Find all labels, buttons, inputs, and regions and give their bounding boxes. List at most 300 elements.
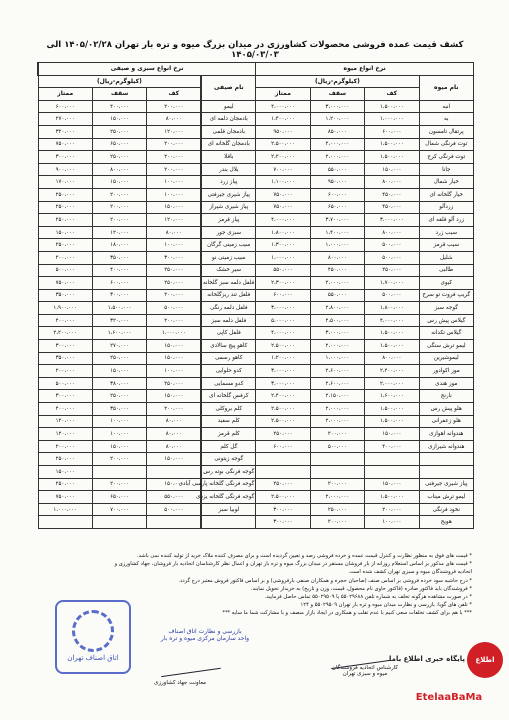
product-name-cell: کرفس گلخانه ای [201,390,255,403]
price-cell: ۴۵۰،۰۰۰ [310,264,364,277]
price-cell [92,466,146,479]
price-cell: ۲۰۰،۰۰۰ [310,428,364,441]
signature-title: کارشناس اتحادیه فروشندگان [331,665,399,671]
table-row [38,478,474,491]
price-cell: ۱،۶۰۰،۰۰۰ [92,327,146,340]
product-name-cell: شلیل [419,251,473,264]
price-cell: ۶۰۰،۰۰۰ [92,277,146,290]
price-cell: ۴۰۰،۰۰۰ [365,440,419,453]
price-cell: ۲۷۰،۰۰۰ [92,340,146,353]
product-name-cell: خیار گلخانه ای [419,188,473,201]
price-cell: ۵۰۰،۰۰۰ [38,264,92,277]
product-name-cell: پیاز شیری شیراز [201,201,255,214]
table-row [38,251,474,264]
product-name-cell: کیوی [419,277,473,290]
product-name-cell: موز اکوادور [419,365,473,378]
table-row [38,516,474,529]
price-cell: ۱،۴۰۰،۰۰۰ [256,113,310,126]
price-cell: ۳،۰۰۰،۰۰۰ [256,365,310,378]
product-name-cell: بادمجان گلخانه ای [201,138,255,151]
product-name-cell: موز هندی [419,377,473,390]
price-cell: ۳۸۰،۰۰۰ [92,377,146,390]
veg-premium-header: ممتاز [38,88,92,101]
fruit-name-header: نام میوه [419,75,473,100]
table-row [38,352,474,365]
price-cell: ۴۰۰،۰۰۰ [92,264,146,277]
table-row [38,138,474,151]
price-cell: ۳۲۰،۰۰۰ [38,125,92,138]
table-row [38,403,474,416]
price-cell: ۲،۵۰۰،۰۰۰ [256,491,310,504]
price-cell: ۵۰۰،۰۰۰ [365,251,419,264]
price-cell: ۲۵۰،۰۰۰ [38,239,92,252]
table-row [38,277,474,290]
product-name-cell: لیمو [201,100,255,113]
price-cell: ۴۵۰،۰۰۰ [365,188,419,201]
price-cell: ۲۵۰،۰۰۰ [310,503,364,516]
price-cell: ۲۵۰،۰۰۰ [38,478,92,491]
table-row [38,491,474,504]
table-row [38,201,474,214]
handwritten-signature [159,654,221,677]
product-name-cell: لیمو ترش میناب [419,491,473,504]
price-cell: ۱۵۰،۰۰۰ [147,390,201,403]
table-row [38,340,474,353]
price-cell: ۱۸۰،۰۰۰ [92,239,146,252]
price-cell: ۱۵۰،۰۰۰ [147,201,201,214]
price-cell: ۹۵۰،۰۰۰ [310,176,364,189]
price-cell: ۲۰۰،۰۰۰ [92,453,146,466]
product-name-cell: جانا [419,163,473,176]
price-cell: ۹۵۰،۰۰۰ [256,125,310,138]
price-cell: ۲،۱۵۰،۰۰۰ [310,390,364,403]
price-cell: ۸۰،۰۰۰ [147,226,201,239]
price-cell: ۲۰۰،۰۰۰ [147,100,201,113]
product-name-cell: پیاز شیری جیرفتی [201,188,255,201]
price-cell: ۲،۵۰۰،۰۰۰ [256,138,310,151]
price-cell: ۲،۶۰۰،۰۰۰ [310,365,364,378]
price-cell: ۲۵۰،۰۰۰ [147,264,201,277]
veg-max-header: سقف [92,88,146,101]
product-name-cell: کلم بروکلی [201,403,255,416]
price-cell: ۱،۴۰۰،۰۰۰ [310,226,364,239]
table-row [38,188,474,201]
price-cell: ۲۰۰،۰۰۰ [310,478,364,491]
price-cell: ۲۰۰،۰۰۰ [92,478,146,491]
price-cell: ۳۰۰،۰۰۰ [38,390,92,403]
price-cell: ۲۰۰،۰۰۰ [38,440,92,453]
price-cell: ۲،۰۰۰،۰۰۰ [310,415,364,428]
price-cell: ۱۵۰،۰۰۰ [147,340,201,353]
fruit-group-header: نرخ انواع میوه [256,63,474,76]
page-title: کشف قیمت عمده فروشی محصولات کشاورزی در میدان بزرگ میوه و تره بار تهران ۱۴۰۵/۰۲/۲۸ الی ۱۴۰۵/۰۳/۰۳ [46,40,464,60]
price-cell: ۲۰۰،۰۰۰ [147,314,201,327]
product-name-cell: کدو حلوایی [201,365,255,378]
product-name-cell: گوجه سبز [419,302,473,315]
product-name-cell: گیلاس پیش رس [419,314,473,327]
price-cell: ۴۰۰،۰۰۰ [38,403,92,416]
price-cell: ۴،۰۰۰،۰۰۰ [256,327,310,340]
price-cell: ۳،۰۰۰،۰۰۰ [256,302,310,315]
price-cell: ۲،۴۰۰،۰۰۰ [256,390,310,403]
price-cell: ۷۰۰،۰۰۰ [92,503,146,516]
price-cell: ۴،۰۰۰،۰۰۰ [256,100,310,113]
note-line: * در صورت مشاهده هرگونه تخلف به شماره تلفن ۵۵۰۲۹۶۸۸ یا ۵۵۰۲۹۵۰۹ تماس حاصل فرمایید. [264,594,472,601]
price-cell: ۲،۰۰۰،۰۰۰ [310,403,364,416]
price-cell: ۱،۰۰۰،۰۰۰ [365,113,419,126]
price-cell: ۵۰۰،۰۰۰ [365,289,419,302]
price-cell: ۱۰۰،۰۰۰ [147,239,201,252]
table-row [38,289,474,302]
product-name-cell: لوبیا سبز [201,503,255,516]
table-row [38,365,474,378]
product-name-cell: توت فرنگی کرج [419,151,473,164]
price-table [37,62,474,529]
table-row [38,264,474,277]
price-cell: ۲،۰۰۰،۰۰۰ [310,138,364,151]
price-cell: ۲،۰۰۰،۰۰۰ [310,277,364,290]
price-cell: ۲۰۰،۰۰۰ [38,365,92,378]
price-cell: ۵۰۰،۰۰۰ [147,503,201,516]
price-cell: ۱،۵۰۰،۰۰۰ [365,491,419,504]
price-cell [365,466,419,479]
price-cell: ۶۵۰،۰۰۰ [92,491,146,504]
price-cell [256,466,310,479]
price-cell: ۱۰۰،۰۰۰ [147,365,201,378]
price-cell: ۷۵۰،۰۰۰ [38,491,92,504]
price-cell: ۱۵۰،۰۰۰ [92,176,146,189]
product-name-cell: به [419,113,473,126]
price-cell: ۲۵۰،۰۰۰ [92,125,146,138]
price-cell: ۱،۵۰۰،۰۰۰ [365,327,419,340]
table-row [38,176,474,189]
price-cell: ۲۵۰،۰۰۰ [38,453,92,466]
product-name-cell: نارنج [419,390,473,403]
price-cell: ۶۵۰،۰۰۰ [310,201,364,214]
gear-icon [72,610,114,652]
price-cell: ۲۵۰،۰۰۰ [147,277,201,290]
price-cell: ۱،۹۰۰،۰۰۰ [38,302,92,315]
product-name-cell: کدو مسمایی [201,377,255,390]
price-cell: ۵۰۰،۰۰۰ [310,440,364,453]
product-name-cell: پیاز زرد [201,176,255,189]
price-cell: ۳۵۰،۰۰۰ [38,289,92,302]
price-cell: ۲،۲۰۰،۰۰۰ [256,151,310,164]
price-cell: ۱،۰۰۰،۰۰۰ [147,327,201,340]
price-cell: ۲،۸۰۰،۰۰۰ [310,302,364,315]
note-line: * قیمت های فوق به منظور نظارت و کنترل قیمت عمده و خرده فروشی رصد و تعیین گردیده است و برای مصرف کننده ملاک خرید از تولید کننده نمی باشد. [136,553,472,559]
price-cell: ۲۵۰،۰۰۰ [92,390,146,403]
note-line: * قیمت های مذکور بر اساس استعلام روزانه از بار فروشان مستقر در میدان بزرگ میوه و تره بار تهران و اعمال نظر کارشناسان اتحادیه بار فروشان، جهاد کشاورزی و [114,561,472,568]
price-cell: ۸۵۰،۰۰۰ [310,125,364,138]
table-row [38,453,474,466]
stamp-text: اتاق اصناف تهران [67,654,119,662]
price-cell: ۹۰۰،۰۰۰ [38,163,92,176]
product-name-cell: گوجه فرنگی گلخانه یزدی [201,491,255,504]
price-cell: ۱،۸۰۰،۰۰۰ [256,226,310,239]
price-cell: ۱۲۰،۰۰۰ [92,226,146,239]
price-cell [147,466,201,479]
price-cell: ۵۰۰،۰۰۰ [147,302,201,315]
table-row [38,302,474,315]
price-cell: ۳،۰۰۰،۰۰۰ [256,377,310,390]
price-cell: ۴۰۰،۰۰۰ [92,100,146,113]
price-cell: ۳،۰۰۰،۰۰۰ [310,100,364,113]
product-name-cell: پیاز شیری جیرفتی [419,478,473,491]
product-name-cell: زردآلو [419,201,473,214]
product-name-cell: سیب زمینی گرگان [201,239,255,252]
price-cell: ۲۰۰،۰۰۰ [310,516,364,529]
price-cell: ۲۰۰،۰۰۰ [92,214,146,227]
product-name-cell: گوجه زیتونی [201,453,255,466]
price-cell: ۳۵۰،۰۰۰ [38,352,92,365]
product-name-cell: سیب زرد [419,226,473,239]
price-cell: ۶۰۰،۰۰۰ [310,188,364,201]
price-cell: ۱،۵۰۰،۰۰۰ [365,403,419,416]
product-name-cell: گریپ فروت تو سرخ [419,289,473,302]
product-name-cell: هلو زعفرانی [419,415,473,428]
price-cell: ۱۷۰،۰۰۰ [38,176,92,189]
table-row [38,163,474,176]
price-cell: ۲،۳۰۰،۰۰۰ [256,277,310,290]
veg-unit-header: (کیلوگرم-ریال) [38,75,201,88]
note-line: *** با هم برای کشف تخلفات سعی کنیم با عدم تقلب و همکاری در ایجاد بازار منصف و با مشارکت شما ما سایه *** [222,610,472,617]
price-cell: ۲۵۰،۰۰۰ [92,151,146,164]
price-cell: ۸۰،۰۰۰ [147,415,201,428]
product-name-cell: سیر خشک [201,264,255,277]
price-cell: ۴،۰۰۰،۰۰۰ [256,214,310,227]
price-cell: ۴۰۰،۰۰۰ [38,314,92,327]
price-cell: ۱،۰۰۰،۰۰۰ [38,503,92,516]
price-cell: ۱،۵۰۰،۰۰۰ [365,100,419,113]
price-cell [92,516,146,529]
price-cell: ۲۰۰،۰۰۰ [147,151,201,164]
price-cell: ۱۵۰،۰۰۰ [147,453,201,466]
price-cell: ۳۵۰،۰۰۰ [92,251,146,264]
price-cell: ۳۰۰،۰۰۰ [256,516,310,529]
product-name-cell: سبزی جور [201,226,255,239]
price-cell: ۷۵۰،۰۰۰ [38,138,92,151]
price-cell: ۳،۰۰۰،۰۰۰ [310,327,364,340]
product-name-cell: گیلاس تکدانه [419,327,473,340]
price-cell: ۱،۰۰۰،۰۰۰ [256,251,310,264]
logo-fa-text: پایگاه خبری اطلاع باما [388,655,465,663]
price-cell: ۱۰۰،۰۰۰ [147,188,201,201]
product-name-cell: هندوانه شیرازی [419,440,473,453]
price-cell: ۲،۵۰۰،۰۰۰ [256,340,310,353]
price-cell: ۸۰۰،۰۰۰ [365,352,419,365]
price-cell: ۱۵۰،۰۰۰ [365,428,419,441]
price-cell: ۸۰،۰۰۰ [147,113,201,126]
price-cell: ۱،۰۰۰،۰۰۰ [310,239,364,252]
product-name-cell: بادمجان قلمی [201,125,255,138]
table-row [38,503,474,516]
price-cell: ۲۵۰،۰۰۰ [365,264,419,277]
product-name-cell: توت فرنگی شمال [419,138,473,151]
price-cell: ۱۰۰،۰۰۰ [92,428,146,441]
table-row [38,214,474,227]
fruit-min-header: کف [365,88,419,101]
price-cell: ۱۵۰،۰۰۰ [38,226,92,239]
price-cell: ۱،۵۰۰،۰۰۰ [365,340,419,353]
product-name-cell: هلو پیش رس [419,403,473,416]
price-cell: ۱،۷۰۰،۰۰۰ [365,277,419,290]
price-cell: ۴۰۰،۰۰۰ [38,251,92,264]
price-cell: ۱۲۰،۰۰۰ [38,415,92,428]
blue-stamp-line: بازرسی و نظارت اتاق اصناف [168,628,242,635]
price-cell: ۸۰۰،۰۰۰ [310,251,364,264]
price-cell: ۲،۲۰۰،۰۰۰ [38,327,92,340]
price-cell: ۱۲۰،۰۰۰ [38,428,92,441]
table-row [38,100,474,113]
price-cell: ۳۰۰،۰۰۰ [147,251,201,264]
price-cell: ۲۰۰،۰۰۰ [147,138,201,151]
price-cell: ۸۰۰،۰۰۰ [365,176,419,189]
price-cell: ۶۵۰،۰۰۰ [92,138,146,151]
product-name-cell: پیاز قرمز [201,214,255,227]
table-row [38,440,474,453]
product-name-cell: کاهو پیچ سالادی [201,340,255,353]
product-name-cell: زرد آلو قلقه ای [419,214,473,227]
price-cell: ۱،۶۰۰،۰۰۰ [365,390,419,403]
price-cell: ۴،۵۰۰،۰۰۰ [310,314,364,327]
product-name-cell: فلفل دلمه سبز [201,314,255,327]
table-row [38,113,474,126]
product-name-cell [419,453,473,466]
price-cell: ۲۵۰،۰۰۰ [256,478,310,491]
price-cell: ۱،۵۰۰،۰۰۰ [365,415,419,428]
price-cell: ۲،۶۰۰،۰۰۰ [310,377,364,390]
price-cell: ۷۵۰،۰۰۰ [256,201,310,214]
product-name-cell: کاهو رسمی [201,352,255,365]
product-name-cell: سیب قرمز [419,239,473,252]
price-cell: ۵۰۰،۰۰۰ [38,377,92,390]
price-cell: ۵،۰۰۰،۰۰۰ [256,314,310,327]
price-cell: ۲،۰۰۰،۰۰۰ [310,491,364,504]
price-cell: ۲۵۰،۰۰۰ [147,377,201,390]
price-cell: ۲۵۰،۰۰۰ [92,352,146,365]
product-name-cell: خیار شمال [419,176,473,189]
fruit-max-header: سقف [310,88,364,101]
table-row [38,151,474,164]
table-row [38,226,474,239]
price-cell: ۴،۰۰۰،۰۰۰ [365,314,419,327]
price-cell: ۲۵۰،۰۰۰ [38,214,92,227]
fruit-unit-header: (کیلوگرم-ریال) [256,75,419,88]
price-cell: ۲،۵۰۰،۰۰۰ [256,415,310,428]
price-cell: ۲،۰۰۰،۰۰۰ [310,340,364,353]
price-cell: ۱۵۰،۰۰۰ [147,478,201,491]
price-cell: ۲۰۰،۰۰۰ [92,188,146,201]
price-cell: ۸۰۰،۰۰۰ [92,163,146,176]
logo-en-text: EtelaaBaMa [415,692,483,703]
price-cell: ۲۵۰،۰۰۰ [38,188,92,201]
product-name-cell: گوجه فرنگی بوته رس [201,466,255,479]
price-cell: ۸۰،۰۰۰ [147,428,201,441]
product-name-cell: فلفل دلمه رنگی [201,302,255,315]
product-name-cell: سیب زمینی نو [201,251,255,264]
price-cell: ۵۵۰،۰۰۰ [310,289,364,302]
price-cell: ۲،۰۰۰،۰۰۰ [365,377,419,390]
table-row [38,314,474,327]
price-cell: ۳۰۰،۰۰۰ [92,289,146,302]
product-name-cell: گوجه فرنگی گلخانه پارسی آبادی [201,478,255,491]
price-cell: ۱،۵۰۰،۰۰۰ [365,151,419,164]
product-name-cell [201,516,255,529]
price-cell: ۵۵۰،۰۰۰ [310,163,364,176]
price-cell: ۶۰۰،۰۰۰ [38,100,92,113]
signature-title: میوه و سبزی تهران [342,671,388,677]
table-row [38,125,474,138]
note-line: اتحادیه فروشندگان میوه و سبزی تهران کشف شده است. [348,569,472,576]
price-cell: ۳۰۰،۰۰۰ [38,340,92,353]
price-cell: ۱،۳۰۰،۰۰۰ [256,239,310,252]
note-line: * فروشندگان باید فاکتور صادره (فاکتور حاوی نام محصول، قیمت، وزن و تاریخ) به خریدار تحویل نمایند. [250,585,472,592]
price-cell: ۵۰۰،۰۰۰ [365,239,419,252]
price-cell: ۷۰۰،۰۰۰ [256,163,310,176]
product-name-cell: طالبی [419,264,473,277]
price-cell: ۱۵۰،۰۰۰ [92,113,146,126]
price-cell: ۲۰۰،۰۰۰ [147,163,201,176]
price-cell: ۱۵۰،۰۰۰ [147,352,201,365]
price-cell: ۸۰۰،۰۰۰ [365,226,419,239]
product-name-cell: گل کلم [201,440,255,453]
price-cell: ۱۰۰،۰۰۰ [365,516,419,529]
product-name-cell: فلفل دلمه سبز گلخانه [201,277,255,290]
price-cell: ۳۰۰،۰۰۰ [256,503,310,516]
product-name-cell: کلم قرمز [201,428,255,441]
price-cell: ۷۵۰،۰۰۰ [38,277,92,290]
veg-name-header: نام صیفی [201,75,255,100]
price-cell: ۱۵۰،۰۰۰ [365,163,419,176]
price-cell: ۱،۲۰۰،۰۰۰ [256,352,310,365]
table-row [38,239,474,252]
logo-mark-icon: اطلاع [467,642,503,678]
product-name-cell: لیمو ترش سنگی [419,340,473,353]
fruit-premium-header: ممتاز [256,88,310,101]
product-name-cell: نخود فرنگی [419,503,473,516]
signature-title: معاونت جهاد کشاورزی [154,680,206,686]
blue-stamp-line: واحد سازمان مرکزی میوه و تره بار [160,635,250,642]
table-row [38,327,474,340]
product-name-cell: هویج [419,516,473,529]
product-name-cell: فلفل تند ریزگلخانه [201,289,255,302]
price-cell: ۶۰۰،۰۰۰ [256,440,310,453]
price-cell: ۱،۵۰۰،۰۰۰ [365,138,419,151]
price-cell: ۲۰۰،۰۰۰ [147,403,201,416]
price-cell: ۴۵۰،۰۰۰ [365,201,419,214]
price-cell: ۳۰۰،۰۰۰ [38,151,92,164]
price-cell: ۲۰۰،۰۰۰ [92,201,146,214]
product-name-cell: هندوانه اهوازی [419,428,473,441]
product-name-cell: لیموشیرین [419,352,473,365]
product-name-cell [419,466,473,479]
table-row [38,415,474,428]
price-cell: ۲،۰۰۰،۰۰۰ [310,151,364,164]
veg-min-header: کف [147,88,201,101]
price-cell: ۱۵۰،۰۰۰ [365,478,419,491]
product-name-cell: کلم سفید [201,415,255,428]
price-cell: ۲،۴۰۰،۰۰۰ [365,365,419,378]
price-cell: ۳۲۰،۰۰۰ [92,314,146,327]
price-cell: ۲۵۰،۰۰۰ [38,201,92,214]
price-cell: ۲،۵۰۰،۰۰۰ [256,403,310,416]
product-name-cell: باقلا [201,151,255,164]
price-cell [310,466,364,479]
price-cell: ۷۵۰،۰۰۰ [256,188,310,201]
price-cell: ۱۵۰،۰۰۰ [92,365,146,378]
price-cell: ۱۲۰،۰۰۰ [147,214,201,227]
